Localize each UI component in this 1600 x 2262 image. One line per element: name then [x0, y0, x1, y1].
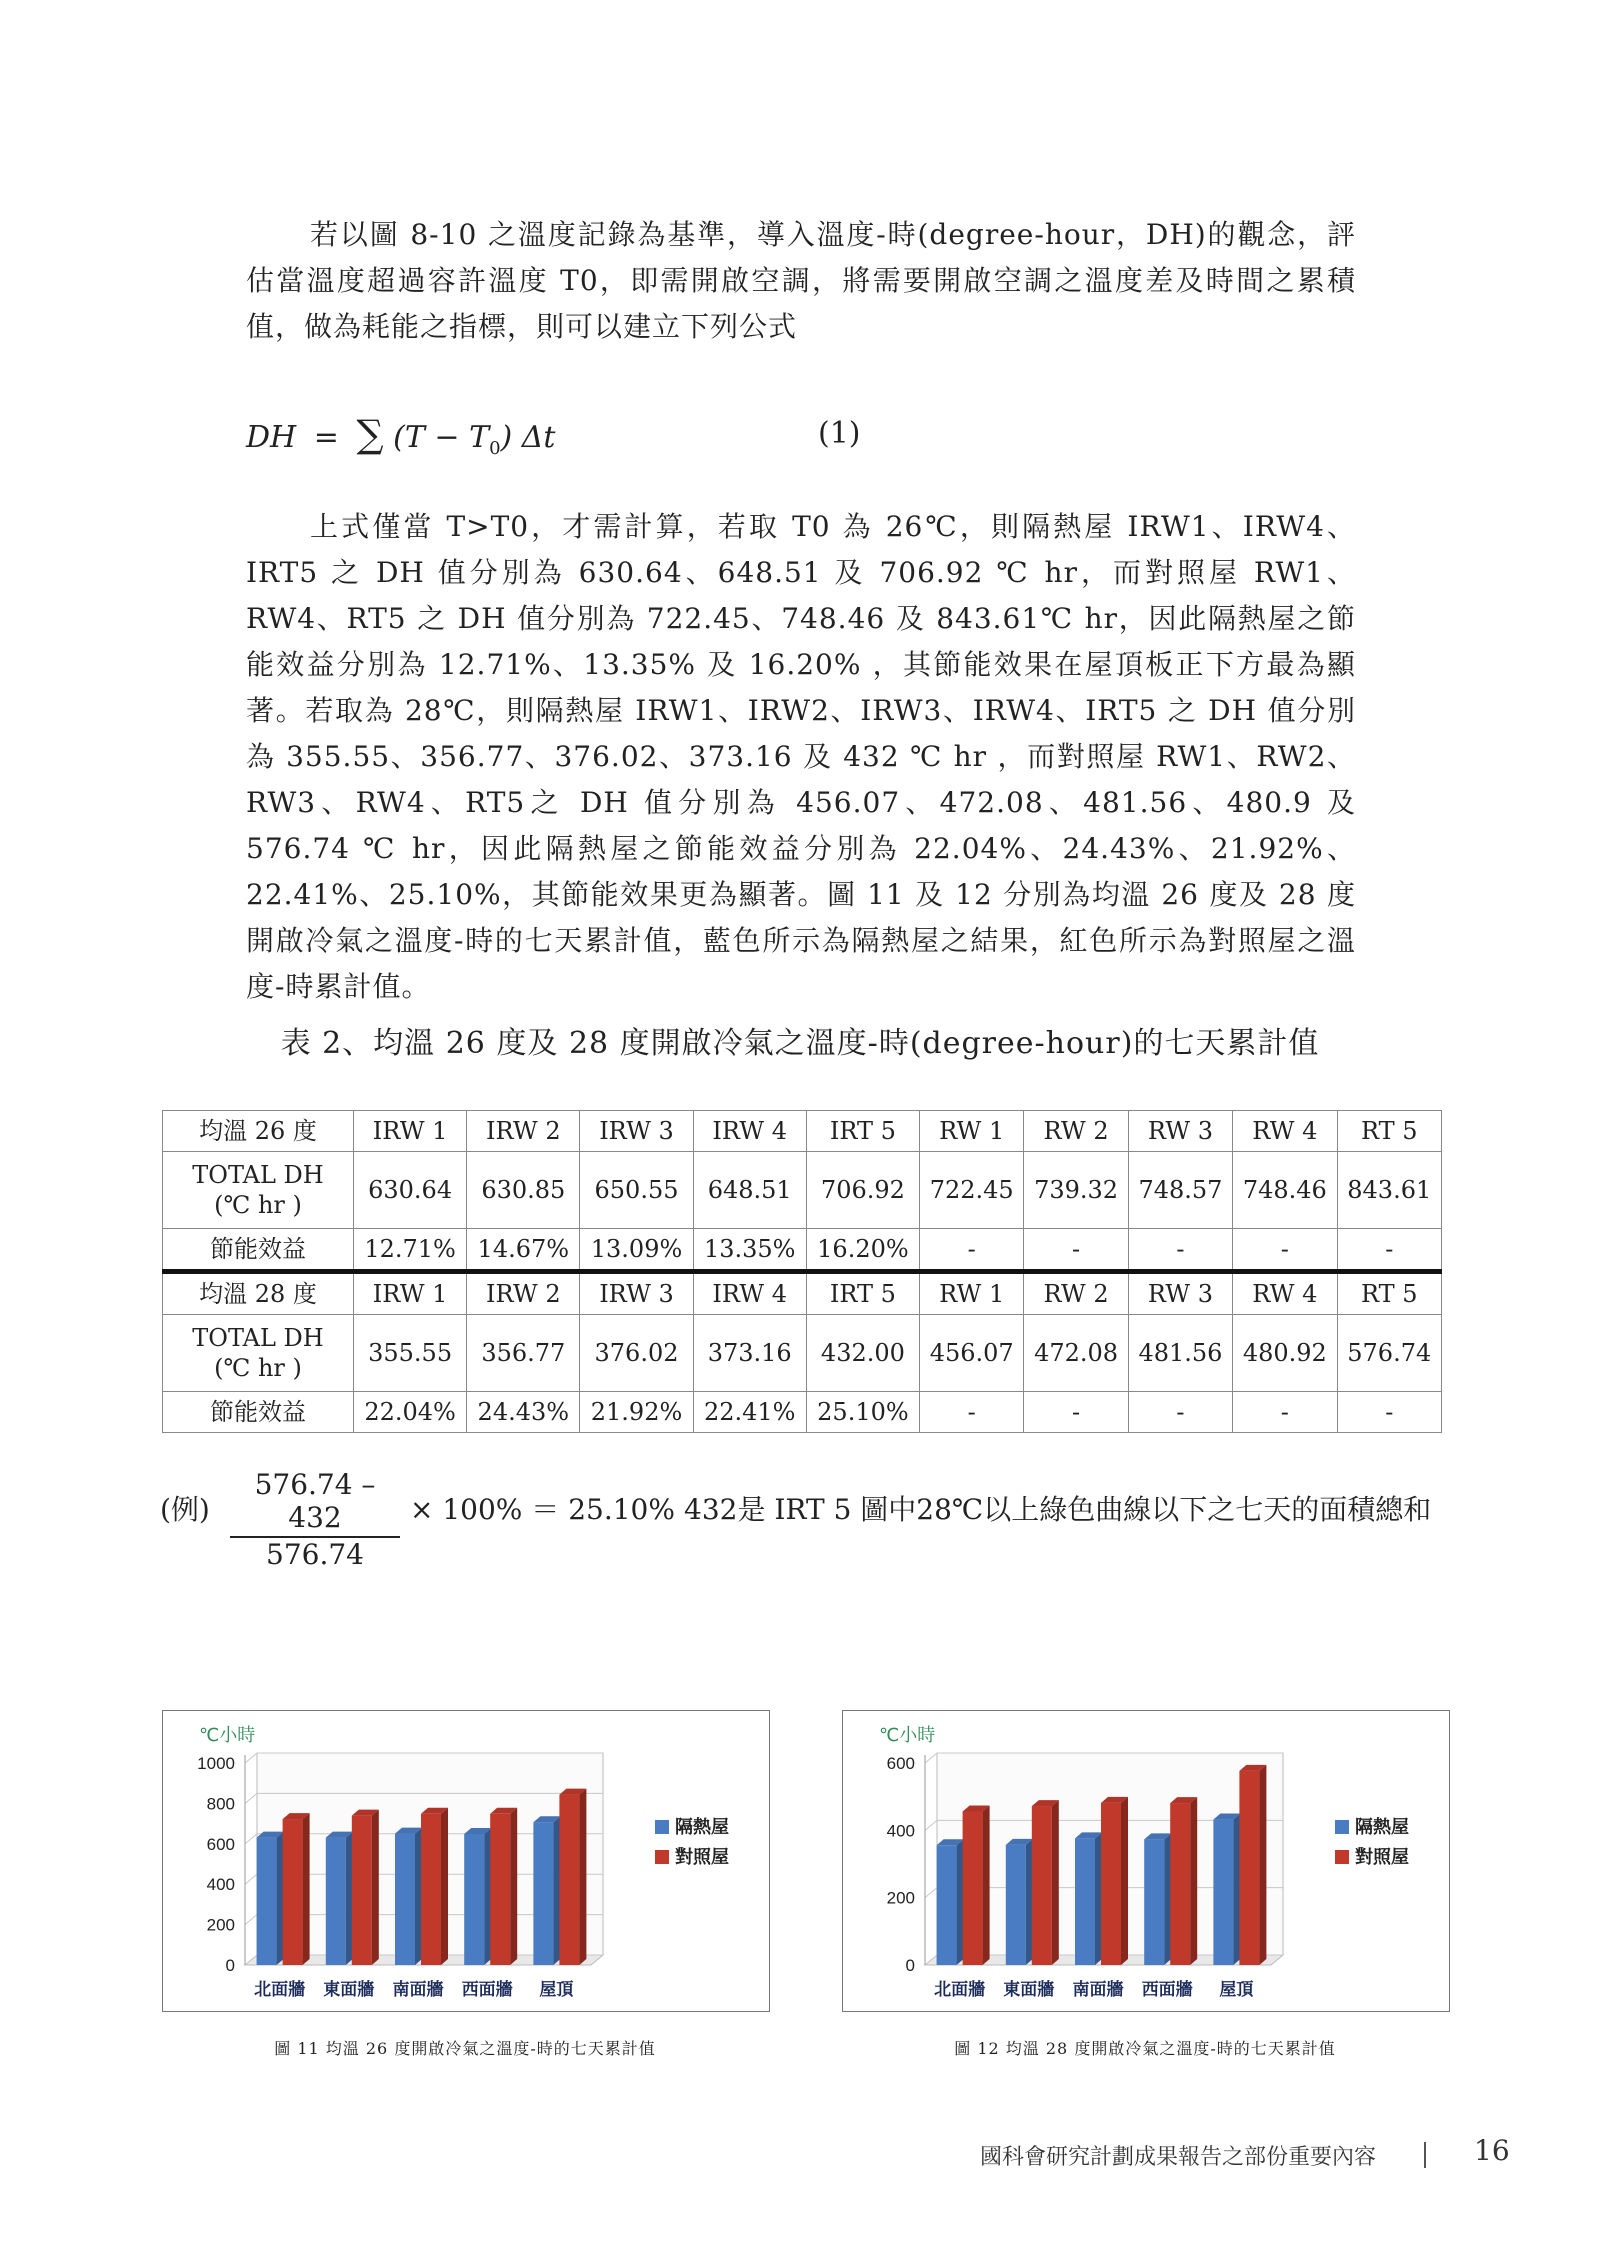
dh-label-line-2: (℃ hr ) [214, 1191, 302, 1219]
efficiency-value-cell: - [1024, 1229, 1128, 1272]
bar-1 [421, 1814, 441, 1965]
bar-0 [1075, 1838, 1095, 1965]
y-axis-label: ℃小時 [879, 1725, 936, 1746]
efficiency-value-cell: - [920, 1392, 1024, 1433]
dh-value-cell: 630.85 [467, 1152, 580, 1229]
column-header: RT 5 [1337, 1111, 1441, 1152]
dh-value-cell: 355.55 [354, 1315, 467, 1392]
bar-1 [963, 1811, 983, 1965]
bar-side-1 [303, 1813, 310, 1965]
example-numerator: 576.74 – 432 [230, 1468, 400, 1538]
y-tick-label: 800 [206, 1794, 235, 1814]
column-header: RW 4 [1233, 1111, 1337, 1152]
bar-side-1 [579, 1789, 586, 1965]
y-tick-label: 200 [206, 1915, 235, 1935]
bar-side-1 [1190, 1797, 1197, 1965]
bar-side-1 [372, 1810, 379, 1965]
bar-0 [937, 1845, 957, 1965]
footer-divider [1424, 2142, 1426, 2168]
column-header: IRW 4 [693, 1111, 806, 1152]
efficiency-value-cell: - [1128, 1229, 1232, 1272]
figure-11-caption: 圖 11 均溫 26 度開啟冷氣之溫度-時的七天累計值 [274, 2039, 656, 2058]
y-tick-label: 0 [905, 1956, 915, 1975]
efficiency-value-cell: 14.67% [467, 1229, 580, 1272]
y-tick-label: 400 [206, 1875, 235, 1895]
column-header: IRW 3 [580, 1272, 693, 1315]
efficiency-value-cell: - [1128, 1392, 1232, 1433]
bar-chart-28 [843, 1711, 1449, 2011]
column-header: RW 1 [920, 1111, 1024, 1152]
table-row-dh [163, 1315, 1442, 1392]
bar-side-0 [277, 1832, 284, 1965]
dh-value-cell: 706.92 [806, 1152, 919, 1229]
column-header: IRW 2 [467, 1272, 580, 1315]
bar-0 [1144, 1839, 1164, 1965]
legend-label: 對照屋 [1355, 1847, 1409, 1868]
bar-side-1 [441, 1808, 448, 1965]
dh-label-line-1: TOTAL DH [192, 1324, 324, 1352]
y-tick-label: 600 [886, 1754, 915, 1773]
dh-value-cell: 480.92 [1233, 1315, 1337, 1392]
y-tick-label: 0 [225, 1956, 235, 1975]
bar-0 [257, 1838, 277, 1965]
bar-side-1 [1259, 1765, 1266, 1965]
intro-paragraph: 若以圖 8-10 之溫度記錄為基準，導入溫度-時(degree-hour，DH)的觀念，評估當溫度超過容許溫度 T0，即需開啟空調，將需要開啟空調之溫度差及時間之累積值，做為耗能之指標，則可以建立下列公式 [246, 218, 1356, 343]
x-category-label: 北面牆 [254, 1980, 306, 2000]
bar-1 [490, 1814, 510, 1965]
bar-1 [559, 1795, 579, 1965]
dh-value-cell: 648.51 [693, 1152, 806, 1229]
efficiency-value-cell: 13.09% [580, 1229, 693, 1272]
formula-sum: ∑ [356, 412, 384, 456]
bar-1 [283, 1819, 303, 1965]
bar-side-0 [1095, 1832, 1102, 1965]
bar-side-1 [510, 1808, 517, 1965]
dh-table [162, 1110, 1442, 1433]
bar-1 [1032, 1806, 1052, 1965]
example-label: (例) [160, 1493, 210, 1526]
x-category-label: 西面牆 [1141, 1980, 1193, 2000]
formula-body-close: ) Δt [500, 420, 556, 455]
bar-side-0 [346, 1832, 353, 1965]
bar-chart-26 [163, 1711, 769, 2011]
x-category-label: 西面牆 [461, 1980, 513, 2000]
bar-side-0 [484, 1828, 491, 1965]
formula-eq: = [313, 420, 339, 455]
dh-value-cell: 722.45 [920, 1152, 1024, 1229]
x-category-label: 東面牆 [1003, 1980, 1055, 2000]
column-header: IRW 4 [693, 1272, 806, 1315]
legend-swatch-0 [655, 1820, 669, 1834]
efficiency-value-cell: - [920, 1229, 1024, 1272]
bar-1 [352, 1816, 372, 1965]
column-header: RT 5 [1337, 1272, 1441, 1315]
body-paragraph: 上式僅當 T>T0，才需計算，若取 T0 為 26℃，則隔熱屋 IRW1、IRW4、IRT5 之 DH 值分別為 630.64、648.51 及 706.92 ℃ hr，而對照屋 RW1、RW4、RT5 之 DH 值分別為 722.45、748.46 及 843.61℃ hr，因此隔熱屋之節能效益分別為 12.71%、13.35% 及 16.20% ，其節能效果在屋頂板正下方最為顯著。若取為 28℃，則隔熱屋 IRW1、IRW2、IRW3、IRW4、IRT5 之 DH 值分別為 355.55、356.77、376.02、373.16 及 432 ℃ hr ，而對照屋 RW1、RW2、RW3、RW4、RT5之 DH 值分別為 456.07、472.08、481.56、480.9 及 576.74 ℃ hr，因此隔熱屋之節能效益分別為 22.04%、24.43%、21.92%、22.41%、25.10%，其節能效果更為顯著。圖 11 及 12 分別為均溫 26 度及 28 度開啟冷氣之溫度-時的七天累計值，藍色所示為隔熱屋之結果，紅色所示為對照屋之溫度-時累計值。 [246, 510, 1356, 1003]
example-calculation [160, 1468, 1460, 1571]
efficiency-value-cell: - [1233, 1229, 1337, 1272]
bar-side-0 [1026, 1839, 1033, 1965]
bar-0 [326, 1838, 346, 1965]
y-tick-label: 200 [886, 1888, 915, 1908]
section-label: 均溫 26 度 [163, 1111, 354, 1152]
bar-side-0 [553, 1816, 560, 1965]
y-tick-label: 400 [886, 1821, 915, 1841]
y-tick-label: 1000 [197, 1754, 235, 1773]
x-category-label: 南面牆 [1072, 1980, 1124, 2000]
x-category-label: 南面牆 [392, 1980, 444, 2000]
example-note: 432是 IRT 5 圖中28℃以上綠色曲線以下之七天的面積總和 [684, 1493, 1432, 1526]
dh-value-cell: 843.61 [1337, 1152, 1441, 1229]
chart-box-26 [162, 1710, 770, 2012]
bar-0 [464, 1834, 484, 1965]
table-row-dh [163, 1152, 1442, 1229]
x-category-label: 屋頂 [539, 1980, 574, 2000]
column-header: RW 3 [1128, 1272, 1232, 1315]
efficiency-value-cell: - [1233, 1392, 1337, 1433]
column-header: IRW 1 [354, 1272, 467, 1315]
column-header: RW 2 [1024, 1111, 1128, 1152]
x-category-label: 北面牆 [934, 1980, 986, 2000]
example-denominator: 576.74 [266, 1538, 364, 1571]
bar-side-0 [1164, 1833, 1171, 1965]
efficiency-value-cell: 22.04% [354, 1392, 467, 1433]
column-header: RW 1 [920, 1272, 1024, 1315]
bar-1 [1170, 1803, 1190, 1965]
dh-value-cell: 376.02 [580, 1315, 693, 1392]
dh-value-cell: 481.56 [1128, 1315, 1232, 1392]
column-header: RW 2 [1024, 1272, 1128, 1315]
bar-side-0 [415, 1828, 422, 1965]
table-row-efficiency [163, 1229, 1442, 1272]
dh-value-cell: 650.55 [580, 1152, 693, 1229]
dh-label-line-1: TOTAL DH [192, 1161, 324, 1189]
dh-value-cell: 748.57 [1128, 1152, 1232, 1229]
legend-label: 對照屋 [675, 1847, 729, 1868]
bar-side-0 [1233, 1814, 1240, 1965]
efficiency-value-cell: - [1337, 1229, 1441, 1272]
dh-row-label [163, 1315, 354, 1392]
bar-1 [1239, 1771, 1259, 1965]
formula-sub: 0 [489, 438, 501, 459]
legend-swatch-0 [1335, 1820, 1349, 1834]
dh-label-line-2: (℃ hr ) [214, 1354, 302, 1382]
table-header-row [163, 1111, 1442, 1152]
efficiency-value-cell: 24.43% [467, 1392, 580, 1433]
legend-swatch-1 [1335, 1850, 1349, 1864]
efficiency-value-cell: 16.20% [806, 1229, 919, 1272]
dh-value-cell: 748.46 [1233, 1152, 1337, 1229]
efficiency-value-cell: 21.92% [580, 1392, 693, 1433]
table-header-row [163, 1272, 1442, 1315]
efficiency-value-cell: 22.41% [693, 1392, 806, 1433]
efficiency-row-label: 節能效益 [163, 1229, 354, 1272]
example-fraction [230, 1468, 400, 1571]
dh-value-cell: 630.64 [354, 1152, 467, 1229]
bar-0 [533, 1822, 553, 1965]
y-tick-label: 600 [206, 1834, 235, 1854]
formula-number: (1) [818, 416, 861, 451]
section-label: 均溫 28 度 [163, 1272, 354, 1315]
bar-0 [1213, 1820, 1233, 1965]
column-header: RW 3 [1128, 1111, 1232, 1152]
efficiency-row-label: 節能效益 [163, 1392, 354, 1433]
column-header: IRW 3 [580, 1111, 693, 1152]
efficiency-value-cell: 12.71% [354, 1229, 467, 1272]
page-number: 16 [1474, 2134, 1510, 2167]
column-header: IRW 2 [467, 1111, 580, 1152]
example-result: × 100% ＝ 25.10% [410, 1493, 675, 1526]
efficiency-value-cell: - [1024, 1392, 1128, 1433]
x-category-label: 屋頂 [1219, 1980, 1254, 2000]
column-header: RW 4 [1233, 1272, 1337, 1315]
bar-0 [1006, 1845, 1026, 1965]
bar-side-1 [983, 1805, 990, 1965]
footer-text: 國科會研究計劃成果報告之部份重要內容 [980, 2145, 1377, 2170]
table-row-efficiency [163, 1392, 1442, 1433]
dh-value-cell: 356.77 [467, 1315, 580, 1392]
column-header: IRT 5 [806, 1272, 919, 1315]
dh-value-cell: 432.00 [806, 1315, 919, 1392]
efficiency-value-cell: 25.10% [806, 1392, 919, 1433]
column-header: IRT 5 [806, 1111, 919, 1152]
column-header: IRW 1 [354, 1111, 467, 1152]
dh-value-cell: 576.74 [1337, 1315, 1441, 1392]
figure-12-caption: 圖 12 均溫 28 度開啟冷氣之溫度-時的七天累計值 [954, 2039, 1336, 2058]
efficiency-value-cell: - [1337, 1392, 1441, 1433]
y-axis-label: ℃小時 [199, 1725, 256, 1746]
efficiency-value-cell: 13.35% [693, 1229, 806, 1272]
formula-body-open: (T − T [393, 420, 490, 455]
x-category-label: 東面牆 [323, 1980, 375, 2000]
legend-label: 隔熱屋 [675, 1817, 729, 1838]
dh-value-cell: 456.07 [920, 1315, 1024, 1392]
dh-value-cell: 472.08 [1024, 1315, 1128, 1392]
table-title: 表 2、均溫 26 度及 28 度開啟冷氣之溫度-時(degree-hour)的七天累計值 [280, 1026, 1320, 1061]
formula-lhs: DH [246, 420, 297, 455]
dh-row-label [163, 1152, 354, 1229]
bar-0 [395, 1834, 415, 1965]
dh-value-cell: 739.32 [1024, 1152, 1128, 1229]
bar-1 [1101, 1803, 1121, 1965]
legend-swatch-1 [655, 1850, 669, 1864]
bar-side-0 [957, 1839, 964, 1965]
bar-side-1 [1121, 1797, 1128, 1965]
legend-label: 隔熱屋 [1355, 1817, 1409, 1838]
chart-box-28 [842, 1710, 1450, 2012]
dh-value-cell: 373.16 [693, 1315, 806, 1392]
bar-side-1 [1052, 1800, 1059, 1965]
